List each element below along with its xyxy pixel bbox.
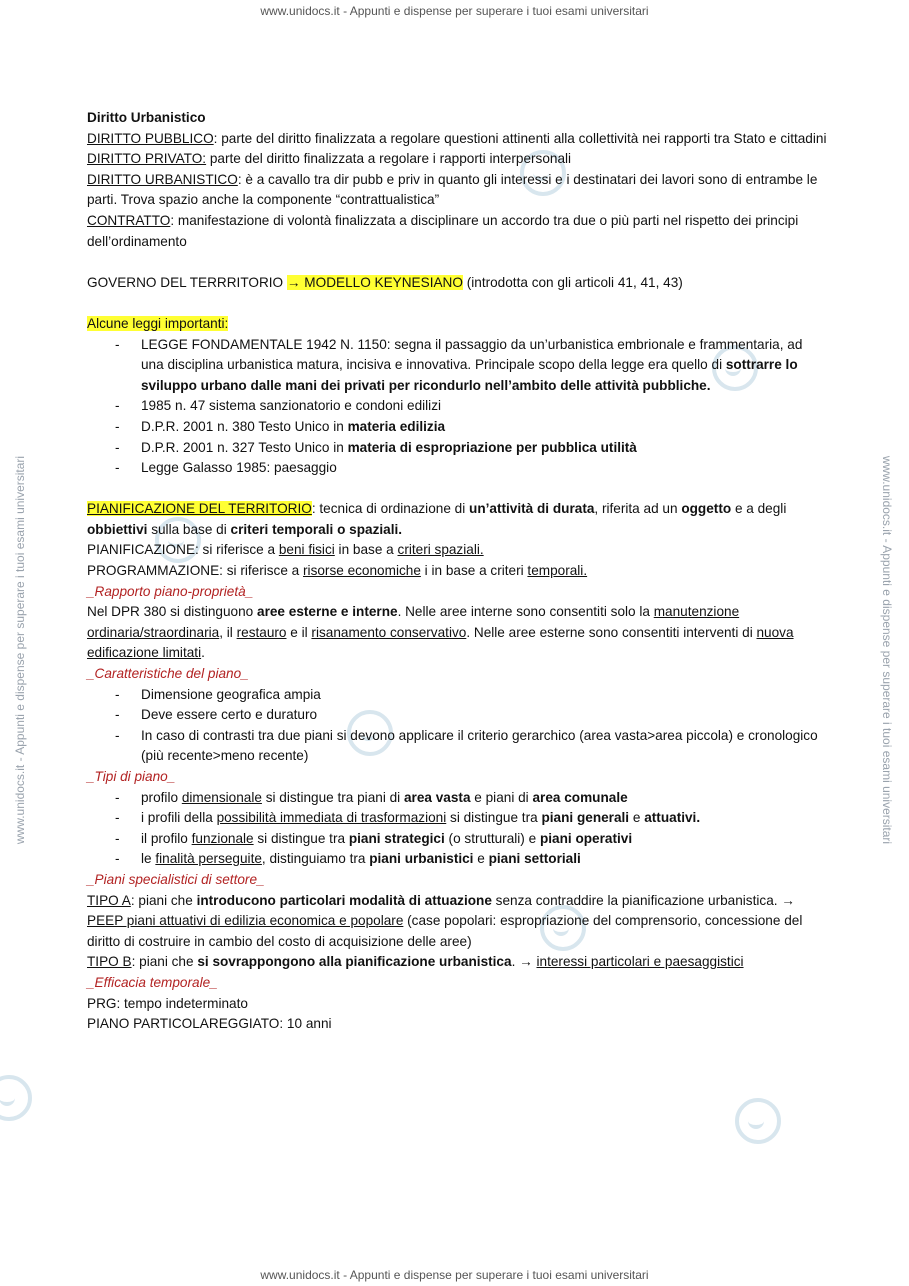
leggi-list <box>87 335 827 479</box>
efficacia-prg: PRG: tempo indeterminato <box>87 995 248 1011</box>
list-item: - In caso di contrasti tra due piani si devono applicare il criterio gerarchico (area vasta>area piccola) e cronologico (più recente>meno recente) <box>87 726 827 767</box>
definition-diritto-urbanistico: DIRITTO URBANISTICO: è a cavallo tra dir pubb e priv in quanto gli interessi e i destinatari dei lavori sono di entrambe le parti. Trova spazio anche la componente “contrattualistica” <box>87 171 818 208</box>
list-item: - le finalità perseguite, distinguiamo tra piani urbanistici e piani settoriali <box>87 849 827 870</box>
header-banner: www.unidocs.it - Appunti e dispense per superare i tuoi esami universitari <box>260 4 649 18</box>
section-heading-tipi: _Tipi di piano_ <box>87 769 176 784</box>
definition-contratto: CONTRATTO: manifestazione di volontà finalizzata a disciplinare un accordo tra due o più parti nel rispetto dei principi dell’ordinamento <box>87 212 799 249</box>
page-title: Diritto Urbanistico <box>87 110 206 125</box>
leggi-heading: Alcune leggi importanti: <box>87 315 229 331</box>
list-item: - i profili della possibilità immediata di trasformazioni si distingue tra piani generali e attuativi. <box>87 808 827 829</box>
definition-diritto-privato: DIRITTO PRIVATO: parte del diritto finalizzata a regolare i rapporti interpersonali <box>87 151 572 167</box>
efficacia-piano-particolareggiato: PIANO PARTICOLAREGGIATO: 10 anni <box>87 1016 332 1032</box>
watermark-logo-icon <box>0 1075 32 1121</box>
watermark-logo-icon <box>735 1098 781 1144</box>
pianificazione-line: PIANIFICAZIONE: si riferisce a beni fisici in base a criteri spaziali. <box>87 542 484 558</box>
section-heading-efficacia: _Efficacia temporale_ <box>87 974 218 990</box>
left-watermark-text: www.unidocs.it - Appunti e dispense per superare i tuoi esami universitari <box>13 455 27 845</box>
modello-keynesiano-highlight: → MODELLO KEYNESIANO <box>286 274 463 290</box>
list-item: - profilo dimensionale si distingue tra piani di area vasta e piani di area comunale <box>87 788 827 809</box>
caratteristiche-list <box>87 685 827 767</box>
tipi-list <box>87 788 827 870</box>
list-item: - D.P.R. 2001 n. 327 Testo Unico in materia di espropriazione per pubblica utilità <box>87 438 827 459</box>
list-item: - 1985 n. 47 sistema sanzionatorio e condoni edilizi <box>87 396 827 417</box>
list-item: - Deve essere certo e duraturo <box>87 705 827 726</box>
section-heading-caratteristiche: _Caratteristiche del piano_ <box>87 666 249 682</box>
tipo-b-paragraph: TIPO B: piani che si sovrappongono alla pianificazione urbanistica. → interessi particolari e paesaggistici <box>87 954 744 970</box>
list-item: - Dimensione geografica ampia <box>87 685 827 706</box>
list-item: - D.P.R. 2001 n. 380 Testo Unico in materia edilizia <box>87 417 827 438</box>
document-body <box>87 108 827 1035</box>
list-item: - il profilo funzionale si distingue tra piani strategici (o strutturali) e piani operativi <box>87 829 827 850</box>
rapporto-paragraph: Nel DPR 380 si distinguono aree esterne e interne. Nelle aree interne sono consentiti solo la manutenzione ordinaria/straordinaria, il restauro e il risanamento conservativo. Nelle aree esterne sono consentiti interventi di nuova edificazione limitati. <box>87 604 794 661</box>
right-watermark-text: www.unidocs.it - Appunti e dispense per superare i tuoi esami universitari <box>880 455 894 845</box>
governo-territorio: GOVERNO DEL TERRRITORIO → MODELLO KEYNESIANO (introdotta con gli articoli 41, 41, 43) <box>87 274 683 290</box>
section-heading-rapporto: _Rapporto piano-proprietà_ <box>87 583 254 599</box>
definition-diritto-pubblico: DIRITTO PUBBLICO: parte del diritto finalizzata a regolare questioni attinenti alla collettività nei rapporti tra Stato e cittadini <box>87 130 827 146</box>
list-item: - Legge Galasso 1985: paesaggio <box>87 458 827 479</box>
tipo-a-paragraph: TIPO A: piani che introducono particolari modalità di attuazione senza contraddire la pianificazione urbanistica. → PEEP piani attuativi di edilizia economica e popolare (case popolari: espropriazione del comprensorio, concessione del diritto di costruire in cambio del costo di acquisizione delle aree) <box>87 892 803 949</box>
section-heading-specialistici: _Piani specialistici di settore_ <box>87 871 265 887</box>
pianificazione-territorio: PIANIFICAZIONE DEL TERRITORIO: tecnica di ordinazione di un’attività di durata, riferita ad un oggetto e a degli obbiettivi sulla base di criteri temporali o spaziali. <box>87 501 787 537</box>
footer-banner: www.unidocs.it - Appunti e dispense per superare i tuoi esami universitari <box>260 1268 649 1282</box>
programmazione-line: PROGRAMMAZIONE: si riferisce a risorse economiche i in base a criteri temporali. <box>87 563 588 579</box>
list-item: - LEGGE FONDAMENTALE 1942 N. 1150: segna il passaggio da un’urbanistica embrionale e frammentaria, ad una disciplina urbanistica matura, incisiva e innovativa. Principale scopo della legge era quello di sottrarre lo sviluppo urbano dalle mani dei privati per ricondurlo nell’ambito delle attività pubbliche. <box>87 335 827 397</box>
